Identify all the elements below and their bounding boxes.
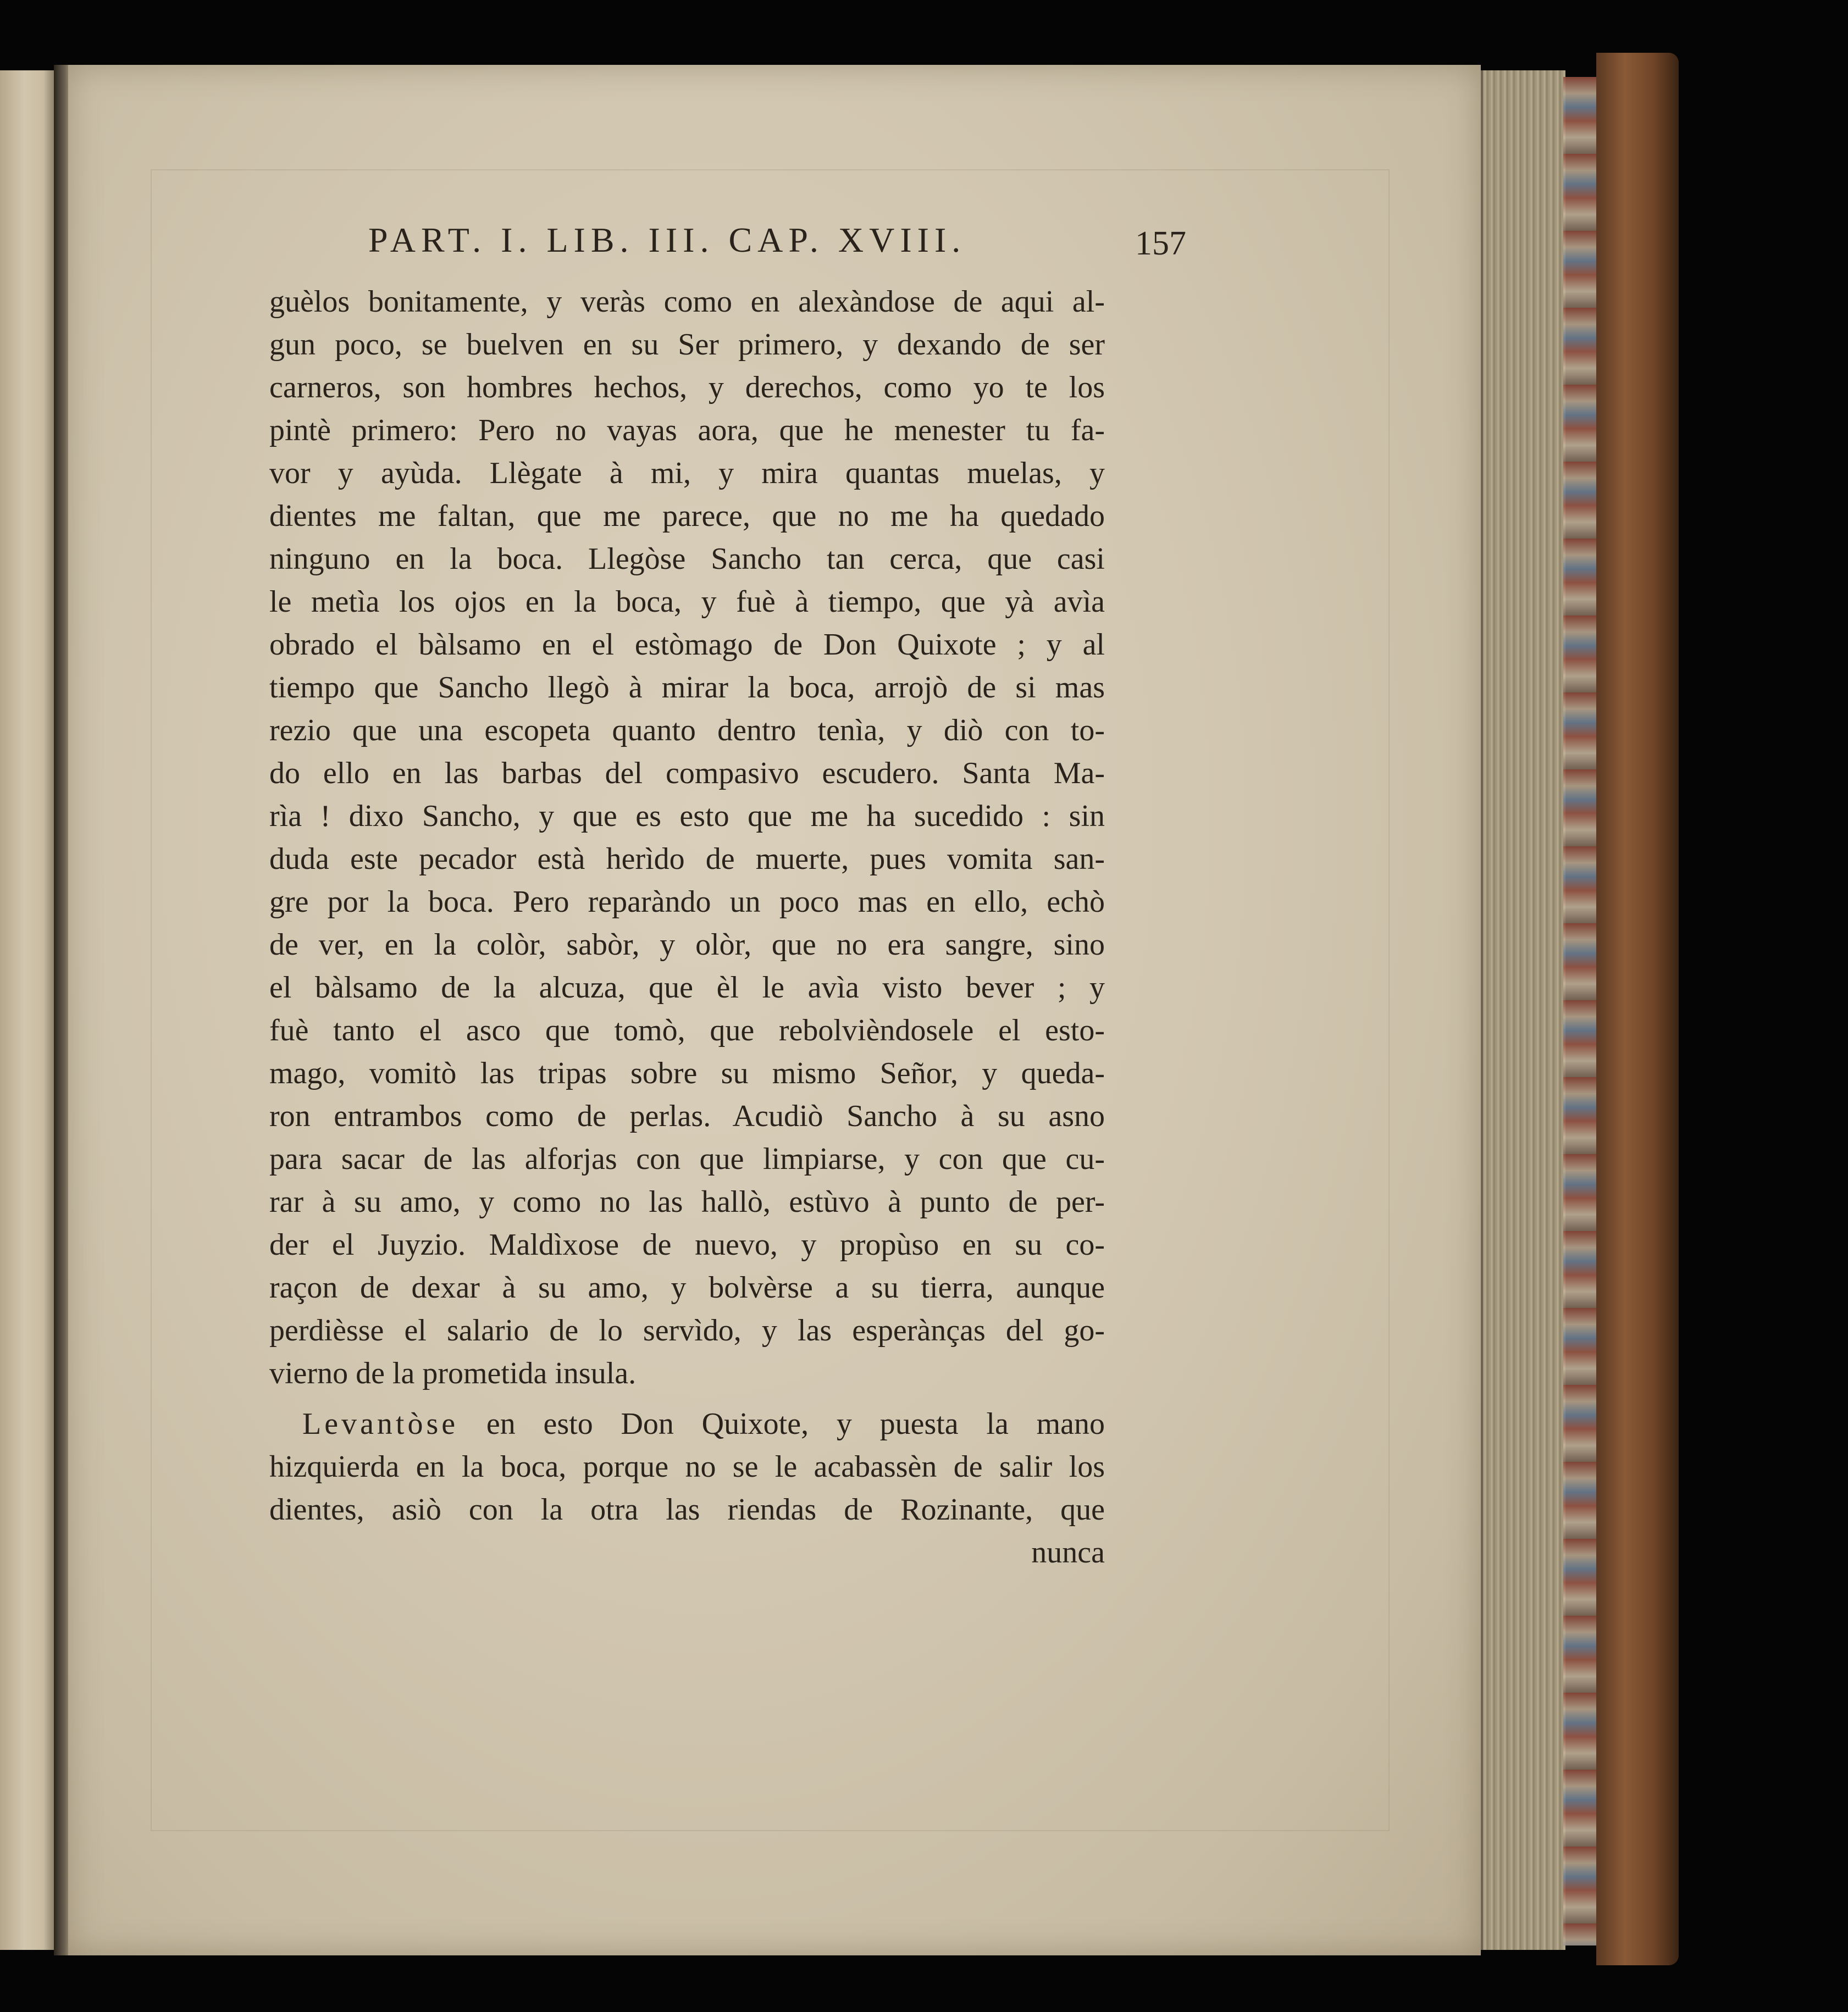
text-line: guèlos bonitamente, y veràs como en alexàndose de aqui al-: [269, 285, 1105, 319]
text-line: ninguno en la boca. Llegòse Sancho tan cerca, que casi: [269, 542, 1105, 576]
text-line: de ver, en la colòr, sabòr, y olòr, que no era sangre, sino: [269, 928, 1105, 962]
text-line: obrado el bàlsamo en el estòmago de Don Quixote ; y al: [269, 628, 1105, 662]
text-line: vor y ayùda. Llègate à mi, y mira quantas muelas, y: [269, 456, 1105, 490]
text-line: do ello en las barbas del compasivo escudero. Santa Ma-: [269, 756, 1105, 790]
text-line: rìa ! dixo Sancho, y que es esto que me ha sucedido : sin: [269, 799, 1105, 833]
text-line: le metìa los ojos en la boca, y fuè à tiempo, que yà avìa: [269, 585, 1105, 619]
marbled-edge: [1563, 77, 1596, 1946]
text-line: perdièsse el salario de lo servìdo, y las esperànças del go-: [269, 1313, 1105, 1348]
text-line: dientes, asiò con la otra las riendas de Rozinante, que: [269, 1493, 1105, 1527]
text-line: raçon de dexar à su amo, y bolvèrse a su tierra, aunque: [269, 1271, 1105, 1305]
paragraph-lead-word: Levantòse: [302, 1407, 459, 1441]
text-line: tiempo que Sancho llegò à mirar la boca, arrojò de si mas: [269, 670, 1105, 705]
left-page-edge: [0, 70, 57, 1950]
page-fore-edge: [1481, 70, 1565, 1950]
text-line: el bàlsamo de la alcuza, que èl le avìa visto bever ; y: [269, 971, 1105, 1005]
text-line: para sacar de las alforjas con que limpiarse, y con que cu-: [269, 1142, 1105, 1176]
text-line: rezio que una escopeta quanto dentro tenìa, y diò con to-: [269, 713, 1105, 747]
running-head: PART. I. LIB. III. CAP. XVIII.: [368, 220, 966, 259]
text-line: en esto Don Quixote, y puesta la mano: [458, 1407, 1105, 1441]
text-line: der el Juyzio. Maldìxose de nuevo, y propùso en su co-: [269, 1228, 1105, 1262]
text-line: fuè tanto el asco que tomò, que rebolvièndosele el esto-: [269, 1013, 1105, 1047]
text-line: ron entrambos como de perlas. Acudiò Sancho à su asno: [269, 1099, 1105, 1133]
text-line: gun poco, se buelven en su Ser primero, y dexando de ser: [269, 328, 1105, 362]
text-line: pintè primero: Pero no vayas aora, que he menester tu fa-: [269, 413, 1105, 447]
text-line: dientes me faltan, que me parece, que no me ha quedado: [269, 499, 1105, 533]
leather-cover: [1596, 53, 1679, 1965]
text-line: gre por la boca. Pero reparàndo un poco mas en ello, echò: [269, 885, 1105, 919]
text-line: carneros, son hombres hechos, y derechos, como yo te los: [269, 370, 1105, 404]
page-number: 157: [1135, 225, 1186, 262]
text-line: rar à su amo, y como no las hallò, estùvo à punto de per-: [269, 1185, 1105, 1219]
text-line: mago, vomitò las tripas sobre su mismo Señor, y queda-: [269, 1056, 1105, 1090]
text-line: vierno de la prometida insula.: [269, 1356, 637, 1390]
catchword: nunca: [1031, 1536, 1105, 1570]
text-line: hizquierda en la boca, porque no se le acabassèn de salir los: [269, 1450, 1105, 1484]
text-line: duda este pecador està herìdo de muerte, pues vomita san-: [269, 842, 1105, 876]
paragraph-opening-line: [302, 1403, 1105, 1445]
